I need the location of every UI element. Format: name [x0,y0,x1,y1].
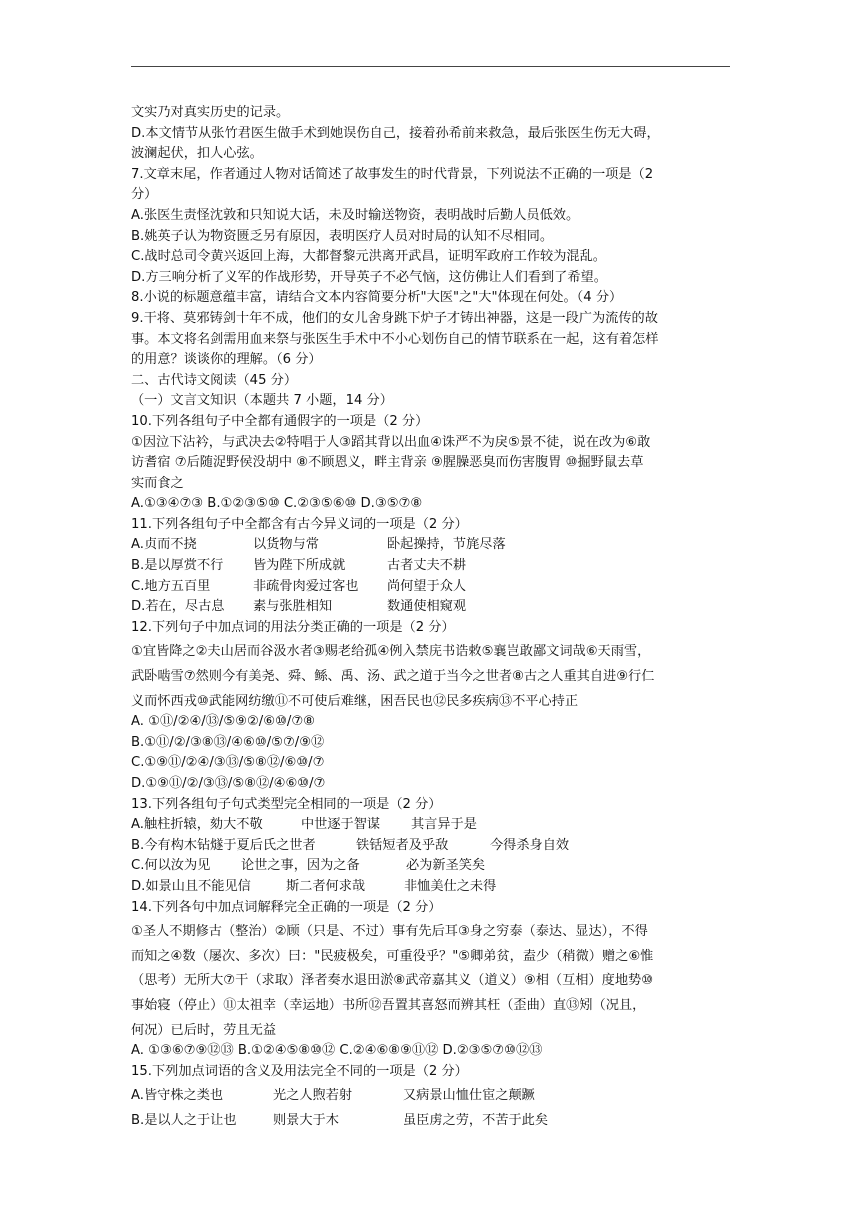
option-cell: C.何以汝为见 [131,858,211,874]
option-line: D.方三响分析了义军的作战形势，开导英子不必气恼，这仿佛让人们看到了希望。 [131,269,607,285]
question-10: 10.下列各组句子中全都有通假字的一项是（2 分） [131,413,429,429]
option-cell: 非疏骨肉爱过客也 [253,578,359,594]
question-13: 13.下列各组句子句式类型完全相同的一项是（2 分） [131,796,442,812]
text-line: 实而食之 [131,475,184,491]
question-9: 9.干将、莫邪铸剑十年不成，他们的女儿舍身跳下炉子才铸出神器，这是一段广为流传的故 [131,310,658,326]
text-line: 事始寝（停止）⑪太祖幸（幸运地）书所⑫吾置其喜怒而辨其枉（歪曲）直⑬矧（况且， [131,997,646,1013]
text-line: 事。本文将名剑需用血来祭与张医生手术中不小心划伤自己的情节联系在一起，这有着怎样 [131,331,659,347]
text-line: ①宜皆降之②夫山居而谷汲水者③赐老给孤④例入禁庑书诰敕⑤襄岂敢鄙文词哉⑥天雨雪， [131,644,651,660]
option-cell: C.地方五百里 [131,578,211,594]
option-row [131,597,731,618]
text-line: D.本文情节从张竹君医生做手术到她误伤自己，接着孙希前来救急，最后张医生伤无大碍， [131,125,660,141]
option-cell: 今得杀身自效 [490,837,570,853]
option-row [131,877,731,898]
option-line: A. ①⑪/②④/⑬/⑤⑨②/⑥⑩/⑦⑧ [131,714,315,730]
option-line: A.张医生责怪沈敦和只知说大话，未及时输送物资，表明战时后勤人员低效。 [131,207,580,223]
option-line: B.①⑪/②/③⑧⑬/④⑥⑩/⑤⑦/⑨⑫ [131,734,325,750]
option-cell: 又病景山恤仕宦之颠蹶 [403,1088,535,1104]
text-line: 义而怀西戎⑩武能网纺缴⑪不可使后难继，困吾民也⑫民多疾病⑬不平心持正 [131,693,579,709]
option-row [131,856,731,877]
option-cell: A.皆守株之类也 [131,1088,224,1104]
option-row [131,1111,731,1132]
option-cell: 光之人煦若射 [273,1088,353,1104]
question-11: 11.下列各组句子中全都含有古今异义词的一项是（2 分） [131,516,468,532]
text-line: 武卧啮雪⑦然则今有美尧、舜、鲧、禹、汤、武之道于当今之世者⑧古之人重其自进⑨行仁 [131,669,655,685]
option-line: A. ①③⑥⑦⑨⑫⑬ B.①②④⑤⑧⑩⑫ C.②④⑥⑧⑨⑪⑫ D.②③⑤⑦⑩⑫⑬ [131,1043,543,1059]
option-line: A.①③④⑦③ B.①②③⑤⑩ C.②③⑤⑥⑩ D.③⑤⑦⑧ [131,496,423,512]
option-cell: 皆为陛下所成就 [253,558,346,574]
text-line: 波澜起伏，扣人心弦。 [131,146,263,162]
option-cell: 中世逐于智谋 [301,817,381,833]
question-7: 7.文章末尾，作者通过人物对话简述了故事发生的时代背景，下列说法不正确的一项是（2 [131,166,654,182]
option-line: D.①⑨⑪/②/③⑬/⑤⑧⑫/④⑥⑩/⑦ [131,776,326,791]
option-row [131,577,731,598]
option-cell: 其言异于是 [411,817,477,833]
question-8: 8.小说的标题意蕴丰富，请结合文本内容简要分析"大医"之"大"体现在何处。（4 分） [131,290,623,306]
option-cell: 以货物与常 [253,537,319,553]
option-cell: 则景大于木 [273,1112,339,1128]
text-line: 访耆宿 ⑦后随浞野侯没胡中 ⑧不顾恩义，畔主背亲 ⑨腥臊恶臭而伤害腹胃 ⑩掘野鼠去草 [131,455,644,471]
option-cell: B.是以人之于让也 [131,1112,237,1128]
option-cell: 尚何望于众人 [387,578,467,594]
document-body [131,103,731,1132]
option-row [131,556,731,577]
question-14: 14.下列各句中加点词解释完全正确的一项是（2 分） [131,899,442,915]
text-line: 分） [131,187,158,203]
text-line: 何况）已后时，劳且无益 [131,1022,277,1038]
option-cell: D.如景山且不能见信 [131,878,251,894]
option-cell: 铁铦短者及乎敌 [356,837,449,853]
option-line: C.①⑨⑪/②④/③⑬/⑤⑧⑫/⑥⑩/⑦ [131,755,325,771]
header-rule [131,66,730,67]
option-cell: 数通使相窥观 [387,599,467,615]
text-line: 文实乃对真实历史的记录。 [131,105,290,120]
section-heading: 二、古代诗文阅读（45 分） [131,372,298,388]
option-cell: 虽臣虏之劳，不苦于此矣 [403,1112,549,1128]
option-cell: 斯二者何求哉 [286,878,366,894]
option-cell: 非恤美仕之未得 [404,878,497,894]
question-12: 12.下列句子中加点词的用法分类正确的一项是（2 分） [131,619,455,635]
text-line: （思考）无所大⑦干（求取）泽者奏水退田淤⑧武帝嘉其义（道义）⑨相（互相）度地势⑩ [131,973,654,989]
text-line: 而知之④数（屡次、多次）曰："民疲极矣，可重役乎？"⑤卿弟贫，盍少（稍微）赠之⑥惟 [131,948,654,964]
option-row [131,1086,731,1107]
option-cell: A.贞而不挠 [131,537,197,553]
text-line: 的用意？谈谈你的理解。（6 分） [131,352,322,368]
option-cell: A.触柱折辕，劾大不敬 [131,817,263,833]
question-15: 15.下列加点词语的含义及用法完全不同的一项是（2 分） [131,1063,468,1079]
option-line: B.姚英子认为物资匮乏另有原因，表明医疗人员对时局的认知不尽相同。 [131,228,554,244]
text-line: ①因泣下沾衿，与武决去②特唱于人③蹈其背以出血④诛严不为戾⑤景不徒，说在改为⑥敢 [131,434,651,450]
option-cell: 古者丈夫不耕 [387,558,467,574]
option-cell: 卧起操持，节旄尽落 [387,537,506,553]
option-cell: B.是以厚赏不行 [131,558,224,574]
option-cell: 素与张胜相知 [253,599,333,615]
option-row [131,815,731,836]
option-cell: D.若在，尽古息 [131,599,225,615]
option-cell: 必为新圣笑矣 [406,858,486,874]
option-cell: 论世之事，因为之备 [241,858,360,874]
option-line: C.战时总司令黄兴返回上海，大都督黎元洪离开武昌，证明军政府工作较为混乱。 [131,249,606,265]
option-row [131,535,731,556]
text-line: ①圣人不期修古（整治）②顾（只是、不过）事有先后耳③身之穷泰（泰达、显达），不得 [131,924,648,940]
subsection-heading: （一）文言文知识（本题共 7 小题，14 分） [131,393,393,409]
option-row [131,836,731,857]
option-cell: B.今有构木钻燧于夏后氏之世者 [131,837,316,853]
